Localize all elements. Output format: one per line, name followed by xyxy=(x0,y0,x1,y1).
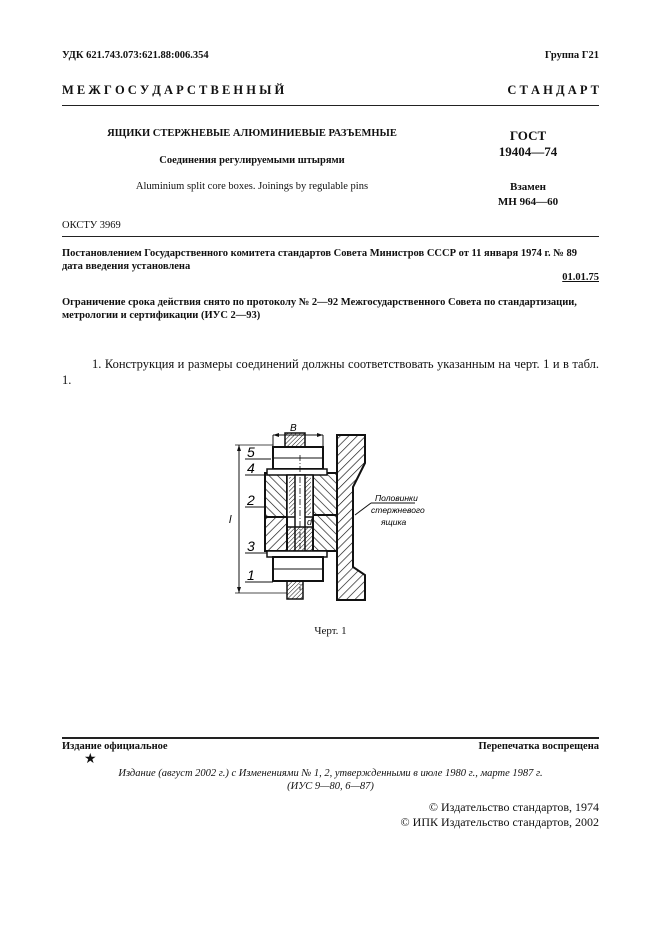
gost-label: ГОСТ xyxy=(509,128,547,143)
replaces-label: Взамен xyxy=(510,181,546,193)
callout-4: 4 xyxy=(247,460,255,476)
effective-date: 01.01.75 xyxy=(562,272,599,283)
english-title: Aluminium split core boxes. Joinings by regulable pins xyxy=(135,181,369,192)
official-edition: Издание официальное xyxy=(62,741,168,752)
footer-rule xyxy=(62,737,599,739)
core-box-right-half xyxy=(337,435,365,600)
okstu-code: ОКСТУ 3969 xyxy=(62,220,121,231)
edition-line-2: (ИУС 9—80, 6—87) xyxy=(287,781,374,792)
replaces-number: МН 964—60 xyxy=(497,196,559,208)
joint-drawing xyxy=(225,415,455,610)
core-box-middle-upper xyxy=(313,473,337,515)
callout-1: 1 xyxy=(247,567,255,583)
reprint-prohibited: Перепечатка воспрещена xyxy=(478,741,599,752)
callout-2: 2 xyxy=(247,492,255,508)
copyright-1974: © Издательство стандартов, 1974 xyxy=(428,800,599,814)
header-rule xyxy=(62,105,599,106)
edition-line-1: Издание (август 2002 г.) с Изменениями № 1, 2, утвержденными в июле 1980 г., марте 1987 г. xyxy=(118,768,543,779)
top-washer xyxy=(267,469,327,475)
limitation-text: Ограничение срока действия снято по протоколу № 2—92 Межгосударственного Совета по стандартизации, метрологии и сертификации (ИУС 2—93) xyxy=(62,297,577,321)
note-line-3: ящика xyxy=(381,517,407,527)
banner-word-interstate: М Е Ж Г О С У Д А Р С Т В Е Н Н Ы Й xyxy=(62,83,285,97)
callout-3: 3 xyxy=(247,538,255,554)
dim-l-label: l xyxy=(229,514,232,526)
gost-number: 19404—74 xyxy=(498,144,558,159)
clause-1: 1. Конструкция и размеры соединений должны соответствовать указанным на черт. 1 и в табл. 1. xyxy=(62,357,599,387)
note-line-2: стержневого xyxy=(371,505,425,515)
star-icon: ★ xyxy=(84,752,97,767)
dim-b-label: B xyxy=(290,423,297,434)
callout-5: 5 xyxy=(247,444,255,460)
edition-note xyxy=(62,767,599,793)
document-subtitle: Соединения регулируемыми штырями xyxy=(159,155,345,166)
replaces-block xyxy=(468,180,588,210)
banner-word-standard: С Т А Н Д А Р Т xyxy=(507,83,599,97)
core-box-left-upper xyxy=(265,473,287,517)
core-box-left-lower xyxy=(265,517,287,551)
core-box-middle-lower xyxy=(313,515,337,551)
lower-bushing xyxy=(287,527,313,551)
dim-d-label: d xyxy=(307,517,313,527)
decree-text: Постановлением Государственного комитета стандартов Совета Министров СССР от 11 января 1974 г. № 89 дата введения установлена xyxy=(62,248,577,272)
bottom-stud xyxy=(287,581,303,599)
group-code: Группа Г21 xyxy=(544,50,599,61)
udk-code: УДК 621.743.073:621.88:006.354 xyxy=(62,50,209,61)
copyright-2002: © ИПК Издательство стандартов, 2002 xyxy=(400,815,599,829)
halves-note xyxy=(371,493,425,527)
note-line-1: Половинки xyxy=(375,493,418,503)
okstu-rule xyxy=(62,236,599,237)
document-title: ЯЩИКИ СТЕРЖНЕВЫЕ АЛЮМИНИЕВЫЕ РАЗЪЕМНЫЕ xyxy=(107,128,397,139)
interstate-standard-banner xyxy=(62,83,599,98)
gost-designation xyxy=(468,128,588,160)
figure-caption: Черт. 1 xyxy=(314,625,347,637)
